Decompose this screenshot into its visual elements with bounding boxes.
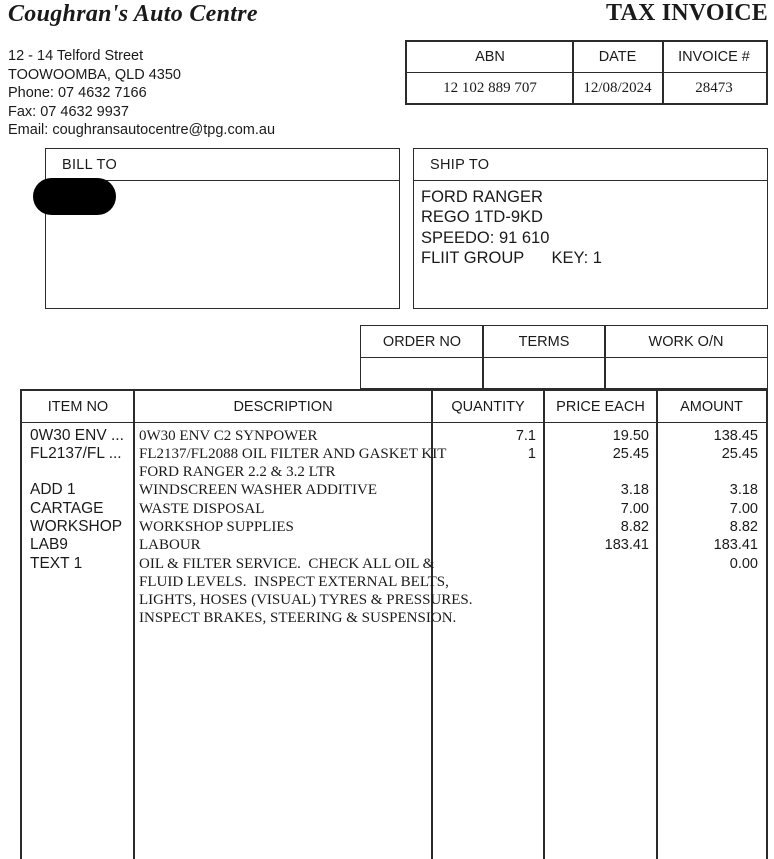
amount-cell: 183.41 — [713, 537, 758, 554]
ship-to-label: SHIP TO — [414, 149, 767, 181]
meta-header-invoice-number: INVOICE # — [678, 49, 750, 65]
amount-cell: 8.82 — [729, 518, 758, 535]
address-line: Phone: 07 4632 7166 — [8, 85, 147, 102]
amount-cell: 25.45 — [721, 445, 758, 462]
quantity-cell — [432, 481, 544, 499]
item-row — [22, 500, 766, 518]
description-cell: WASTE DISPOSAL — [139, 500, 265, 517]
item-row — [22, 481, 766, 499]
redaction-blob — [33, 178, 116, 215]
amount-header: AMOUNT — [680, 398, 743, 415]
amount-cell: 0.00 — [729, 555, 758, 572]
item-row — [22, 427, 766, 445]
quantity-cell — [432, 518, 544, 536]
description-cell: WINDSCREEN WASHER ADDITIVE — [139, 482, 378, 499]
quantity-header: QUANTITY — [451, 398, 525, 415]
document-title: TAX INVOICE — [606, 0, 768, 26]
meta-column-divider — [572, 42, 574, 103]
invoice-meta-table — [405, 40, 768, 105]
ship-to-box — [413, 148, 768, 309]
item-row — [22, 445, 766, 482]
price-each-cell: 3.18 — [620, 482, 649, 499]
line-items-table — [20, 389, 768, 859]
price-each-cell — [544, 555, 657, 628]
description-cell: FL2137/FL2088 OIL FILTER AND GASKET KIT FORD RANGER 2.2 & 3.2 LTR — [139, 445, 447, 481]
description-cell: 0W30 ENV C2 SYNPOWER — [139, 427, 318, 444]
company-name: Coughran's Auto Centre — [8, 1, 258, 27]
abn-value: 12 102 889 707 — [443, 79, 537, 96]
bill-to-box — [45, 148, 400, 309]
meta-header-abn: ABN — [475, 49, 505, 65]
price-each-cell: 8.82 — [620, 518, 649, 535]
description-cell: OIL & FILTER SERVICE. CHECK ALL OIL & FLUID LEVELS. INSPECT EXTERNAL BELTS, LIGHTS, HOSES (VISUAL) TYRES & PRESSURES. INSPECT BRAKES, STEERING & SUSPENSION. — [139, 555, 473, 627]
item-no-cell: WORKSHOP — [30, 517, 123, 535]
item-no-cell: CARTAGE — [30, 499, 104, 517]
ship-to-line: FLIIT GROUP KEY: 1 — [421, 248, 602, 267]
description-cell: LABOUR — [139, 537, 201, 554]
meta-header-date: DATE — [598, 49, 637, 65]
price-each-cell: 19.50 — [612, 427, 649, 444]
quantity-cell — [432, 500, 544, 518]
meta-value-row — [407, 73, 766, 103]
amount-cell: 7.00 — [729, 500, 758, 517]
company-address — [8, 47, 275, 140]
order-info-header-row — [361, 326, 767, 358]
line-items-body — [22, 424, 766, 859]
quantity-cell: 7.1 — [515, 427, 536, 444]
item-row — [22, 536, 766, 554]
meta-column-divider — [662, 42, 664, 103]
order-column-divider — [604, 326, 606, 388]
work-on-header: WORK O/N — [648, 333, 724, 350]
ship-to-line: REGO 1TD-9KD — [421, 208, 543, 227]
date-value: 12/08/2024 — [583, 79, 652, 96]
address-line: Email: coughransautocentre@tpg.com.au — [8, 122, 276, 139]
price-each-cell: 25.45 — [612, 445, 649, 462]
order-no-header: ORDER NO — [382, 333, 462, 350]
amount-cell: 138.45 — [713, 427, 758, 444]
description-cell: WORKSHOP SUPPLIES — [139, 518, 294, 535]
ship-to-line: SPEEDO: 91 610 — [421, 228, 550, 247]
address-line: 12 - 14 Telford Street — [8, 48, 144, 64]
address-line: TOOWOOMBA, QLD 4350 — [8, 66, 181, 83]
item-no-header: ITEM NO — [47, 398, 109, 415]
item-no-cell: ADD 1 — [30, 481, 76, 499]
price-each-cell: 7.00 — [620, 500, 649, 517]
quantity-cell: 1 — [527, 445, 536, 462]
item-no-cell: LAB9 — [30, 536, 68, 554]
item-row — [22, 518, 766, 536]
ship-to-line: FORD RANGER — [421, 188, 543, 206]
order-info-table — [360, 325, 768, 389]
item-no-cell: 0W30 ENV ... — [30, 426, 124, 444]
price-each-cell: 183.41 — [604, 537, 649, 554]
order-column-divider — [482, 326, 484, 388]
item-row — [22, 555, 766, 628]
invoice-number-value: 28473 — [695, 79, 733, 96]
description-header: DESCRIPTION — [233, 398, 333, 415]
quantity-cell — [432, 536, 544, 554]
bill-to-label: BILL TO — [46, 149, 399, 181]
ship-to-body — [414, 181, 767, 268]
terms-header: TERMS — [518, 333, 570, 350]
item-no-cell: TEXT 1 — [30, 554, 83, 572]
quantity-cell — [432, 555, 544, 628]
item-no-cell: FL2137/FL ... — [30, 444, 122, 462]
address-line: Fax: 07 4632 9937 — [8, 103, 129, 120]
price-each-header: PRICE EACH — [556, 398, 645, 415]
meta-header-row — [407, 42, 766, 73]
amount-cell: 3.18 — [729, 482, 758, 499]
